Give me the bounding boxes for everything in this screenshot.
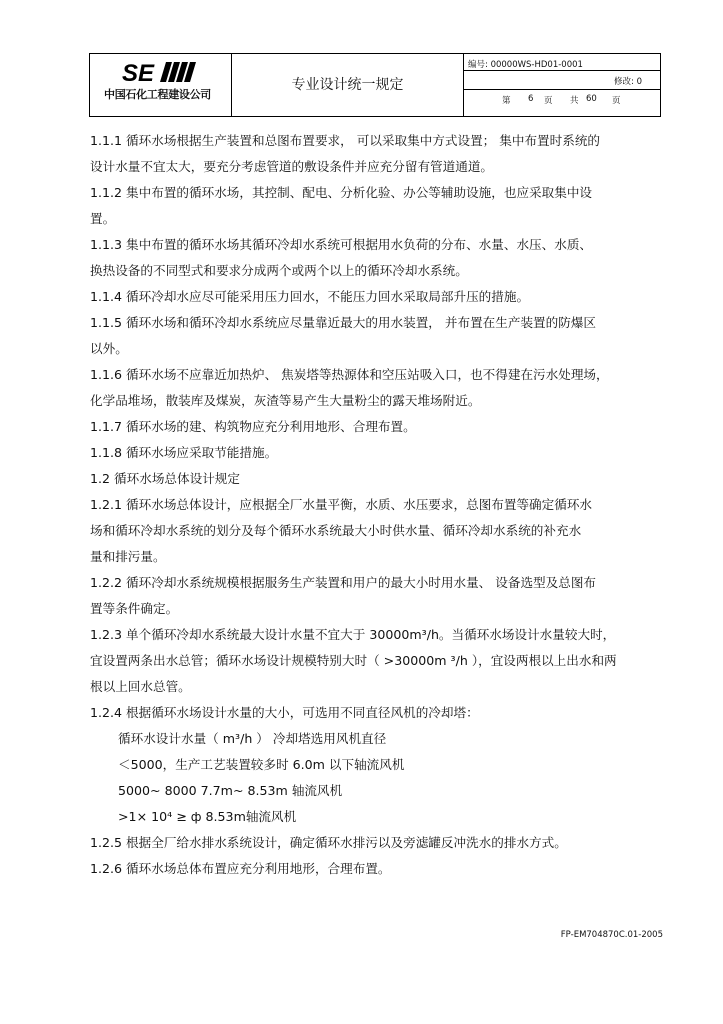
table-row: >1× 10⁴ ≥ ф 8.53m轴流风机 — [118, 809, 297, 824]
page-label-prefix: 第 — [502, 96, 511, 106]
text-line: 以外。 — [90, 341, 128, 356]
meta-cell — [464, 54, 660, 116]
doc-title: 专业设计统一规定 — [291, 77, 404, 93]
logo-letters: SE — [122, 60, 155, 84]
text-line: 1.2.1 循环水场总体设计，应根据全厂水量平衡，水质、水压要求，总图布置等确定循环水 — [90, 497, 593, 512]
text-line: 1.2.2 循环冷却水系统规模根据服务生产装置和用户的最大小时用水量、 设备选型及总图布 — [90, 575, 597, 590]
revision: 修改: 0 — [614, 77, 642, 87]
text-line: 换热设备的不同型式和要求分成两个或两个以上的循环冷却水系统。 — [90, 263, 468, 278]
page-number: 6 — [528, 94, 534, 104]
text-line: 置。 — [90, 211, 116, 226]
meta-divider-1 — [464, 70, 660, 71]
page-label-mid: 页 — [544, 96, 553, 106]
text-line: 量和排污量。 — [90, 549, 166, 564]
text-line: 1.1.4 循环冷却水应尽可能采用压力回水，不能压力回水采取局部升压的措施。 — [90, 289, 530, 304]
total-prefix: 共 — [570, 96, 579, 106]
table-row: 循环水设计水量（ m³/h ） 冷却塔选用风机直径 — [118, 731, 387, 746]
document-header — [89, 53, 661, 117]
table-row: 5000~ 8000 7.7m~ 8.53m 轴流风机 — [118, 783, 343, 798]
text-line: 1.1.8 循环水场应采取节能措施。 — [90, 445, 278, 460]
section-heading: 1.2 循环水场总体设计规定 — [90, 471, 240, 486]
text-line: 置等条件确定。 — [90, 601, 179, 616]
text-line: 1.1.5 循环水场和循环冷却水系统应尽量靠近最大的用水装置， 并布置在生产装置的防爆区 — [90, 315, 597, 330]
text-line: 1.1.2 集中布置的循环水场，其控制、配电、分析化验、办公等辅助设施，也应采取集中设 — [90, 185, 593, 200]
total-suffix: 页 — [612, 96, 621, 106]
form-code: FP-EM704870C.01-2005 — [560, 930, 663, 940]
company-logo — [122, 60, 198, 84]
text-line: 根以上回水总管。 — [90, 679, 191, 694]
text-line: 宜设置两条出水总管；循环水场设计规模特别大时（ >30000m ³/h ），宜设两根以上出水和两 — [90, 653, 617, 668]
text-line: 1.2.4 根据循环水场设计水量的大小，可选用不同直径风机的冷却塔： — [90, 705, 479, 720]
text-line: 1.1.6 循环水场不应靠近加热炉、 焦炭塔等热源体和空压站吸入口，也不得建在污水处理场， — [90, 367, 609, 382]
title-cell — [232, 54, 464, 116]
meta-divider-2 — [464, 89, 660, 90]
text-line: 场和循环冷却水系统的划分及每个循环水系统最大小时供水量、循环冷却水系统的补充水 — [90, 523, 582, 538]
text-line: 化学品堆场，散装库及煤炭，灰渣等易产生大量粉尘的露天堆场附近。 — [90, 393, 481, 408]
text-line: 1.2.3 单个循环冷却水系统最大设计水量不宜大于 30000m³/h。当循环水场设计水量较大时， — [90, 627, 616, 642]
text-line: 1.1.7 循环水场的建、构筑物应充分利用地形、合理布置。 — [90, 419, 416, 434]
text-line: 1.1.3 集中布置的循环水场其循环冷却水系统可根据用水负荷的分布、水量、水压、水质、 — [90, 237, 593, 252]
logo-cell — [90, 54, 232, 116]
table-row: ＜5000，生产工艺装置较多时 6.0m 以下轴流风机 — [118, 757, 405, 772]
text-line: 1.1.1 循环水场根据生产装置和总图布置要求， 可以采取集中方式设置； 集中布置时系统的 — [90, 133, 601, 148]
doc-number: 编号: 00000WS-HD01-0001 — [468, 60, 583, 70]
text-line: 1.2.5 根据全厂给水排水系统设计，确定循环水排污以及旁滤罐反冲洗水的排水方式。 — [90, 835, 567, 850]
total-pages: 60 — [586, 94, 597, 104]
document-body — [90, 128, 670, 882]
company-name: 中国石化工程建设公司 — [104, 88, 211, 101]
text-line: 1.2.6 循环水场总体布置应充分利用地形，合理布置。 — [90, 861, 391, 876]
text-line: 设计水量不宜太大，要充分考虑管道的敷设条件并应充分留有管道通道。 — [90, 159, 493, 174]
